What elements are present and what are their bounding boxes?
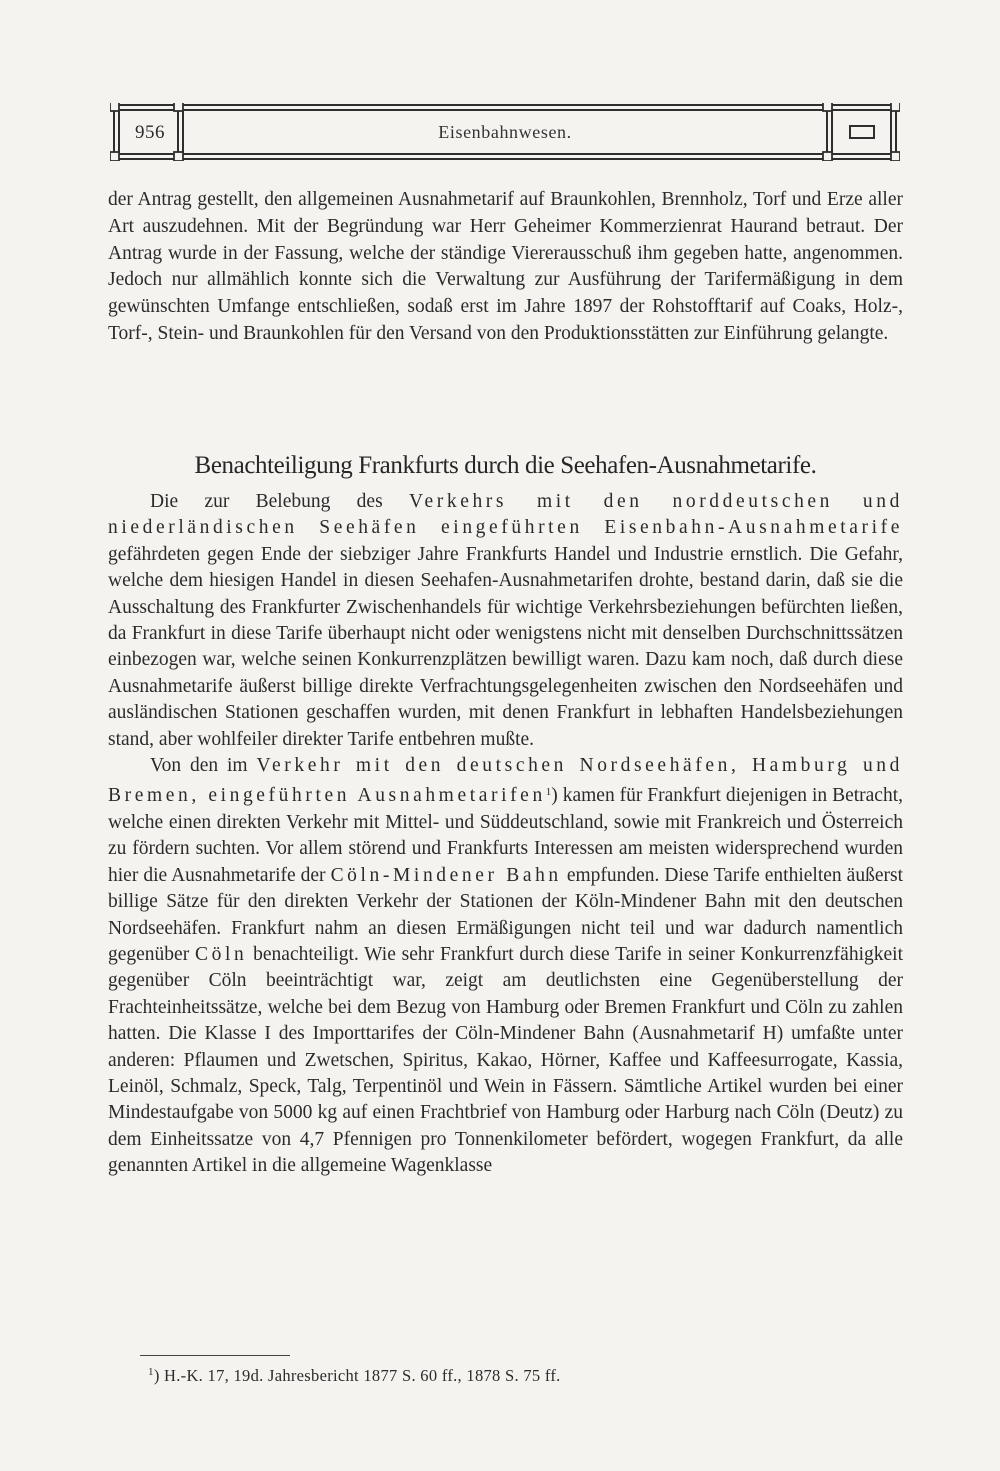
footnote-rule	[140, 1355, 290, 1356]
paragraph-2-spaced: Verkehr mit den deutschen Nordseehäfen, Hamburg und Bremen, eingeführten Ausnahmetarifen	[108, 755, 904, 807]
paragraph-1-spaced: Verkehrs mit den norddeutschen und niederländischen Seehäfen eingeführten Eisenbahn-Ausnahmetarife	[108, 491, 903, 539]
running-header	[110, 103, 900, 161]
paragraph-2-spaced-2: Cöln-Mindener Bahn	[330, 864, 562, 886]
paragraph-2-text-3: benachteiligt. Wie sehr Frankfurt durch diese Tarife in seiner Konkurrenzfähigkeit gegenüber Cöln beeinträchtigt war, zeigt am deutlichsten eine Gegenüberstellung der Frachteinheitssätze, welche bei dem Bezug von Hamburg oder Bremen Frankfurt und Cöln zu zahlen hatten. Die Klasse I des Importtarifes der Cöln-Mindener Bahn (Ausnahmetarif H) umfaßte unter anderen: Pflaumen und Zwetschen, Spiritus, Kakao, Hörner, Kaffee und Kaffeesurrogate, Kassia, Leinöl, Schmalz, Speck, Talg, Terpentinöl und Wein in Fässern. Sämtliche Artikel wurden bei einer Mindestaufgabe von 5000 kg auf einen Frachtbrief von Hamburg oder Harburg nach Cöln (Deutz) zu dem Einheitssatze von 4,7 Pfennigen pro Tonnenkilometer befördert, wogegen Frankfurt, da alle genannten Artikel in die allgemeine Wagenklasse	[108, 943, 903, 1177]
intro-paragraph-block	[108, 187, 903, 348]
footnote-reference: 1	[545, 786, 552, 799]
footnote-mark: 1	[148, 1366, 154, 1378]
header-box-icon	[850, 126, 874, 138]
footnote	[148, 1366, 848, 1386]
intro-paragraph: der Antrag gestellt, den allgemeinen Ausnahmetarif auf Braunkohlen, Brennholz, Torf und Erze aller Art auszudehnen. Mit der Begründung war Herr Geheimer Kommerzienrat Haurand betraut. Der Antrag wurde in der Fassung, welche der ständige Viererausschuß ihm gegeben hatte, angenommen. Jedoch nur allmählich konnte sich die Verwaltung zur Ausführung der Tarifermäßigung in dem gewünschten Umfange entschließen, sodaß erst im Jahre 1897 der Rohstofftarif auf Coaks, Holz-, Torf-, Stein- und Braunkohlen für den Versand von den Produktionsstätten zur Einführung gelangte.	[108, 189, 903, 344]
paragraph-2-text-1: ) kamen für Frankfurt diejenigen in Betracht, welche einen direkten Verkehr mit Mittel- und Süddeutschland, sowie mit Frankreich und Österreich zu fördern suchten. Vor allem störend und Frankfurts Interessen am meisten widersprechend wurden hier die Ausnahmetarife der	[108, 785, 903, 886]
paragraph-2-lead: Von den im	[150, 755, 257, 777]
paragraph-1	[108, 489, 903, 753]
section-heading: Benachteiligung Frankfurts durch die Seehafen-Ausnahmetarife.	[194, 452, 817, 479]
page-number: 956	[135, 122, 165, 143]
footnote-text: ) H.-K. 17, 19d. Jahresbericht 1877 S. 60 ff., 1878 S. 75 ff.	[153, 1366, 561, 1385]
section-body	[108, 489, 903, 1180]
paragraph-1-lead: Die zur Belebung des	[150, 491, 409, 512]
paragraph-2-spaced-3: Cöln	[195, 943, 248, 965]
paragraph-2-text-2: empfunden. Diese Tarife enthielten äußerst billige Sätze für den direkten Verkehr der Stationen der Köln-Mindener Bahn mit den deutschen Nordseehäfen. Frankfurt nahm an diesen Ermäßigungen nicht teil und war dadurch namentlich gegenüber	[108, 864, 903, 965]
paragraph-1-rest: gefährdeten gegen Ende der siebziger Jahre Frankfurts Handel und Industrie ernstlich. Die Gefahr, welche dem hiesigen Handel in diesen Seehafen-Ausnahmetarifen drohte, bestand darin, daß sie die Ausschaltung des Frankfurter Zwischenhandels für wichtige Verkehrsbeziehungen befürchten ließen, da Frankfurt in diese Tarife überhaupt nicht oder wenigstens nicht mit denselben Durchschnittssätzen einbezogen war, welche seinen Konkurrenzplätzen bewilligt waren. Dazu kam noch, daß durch diese Ausnahmetarife äußerst billige direkte Verfrachtungsgelegenheiten zwischen den Nordseehäfen und ausländischen Stationen geschaffen wurden, mit denen Frankfurt in lebhaften Handelsbeziehungen stand, aber wohlfeiler direkter Tarife entbehren mußte.	[108, 543, 903, 750]
paragraph-2	[108, 753, 903, 1180]
running-title: Eisenbahnwesen.	[438, 122, 572, 142]
